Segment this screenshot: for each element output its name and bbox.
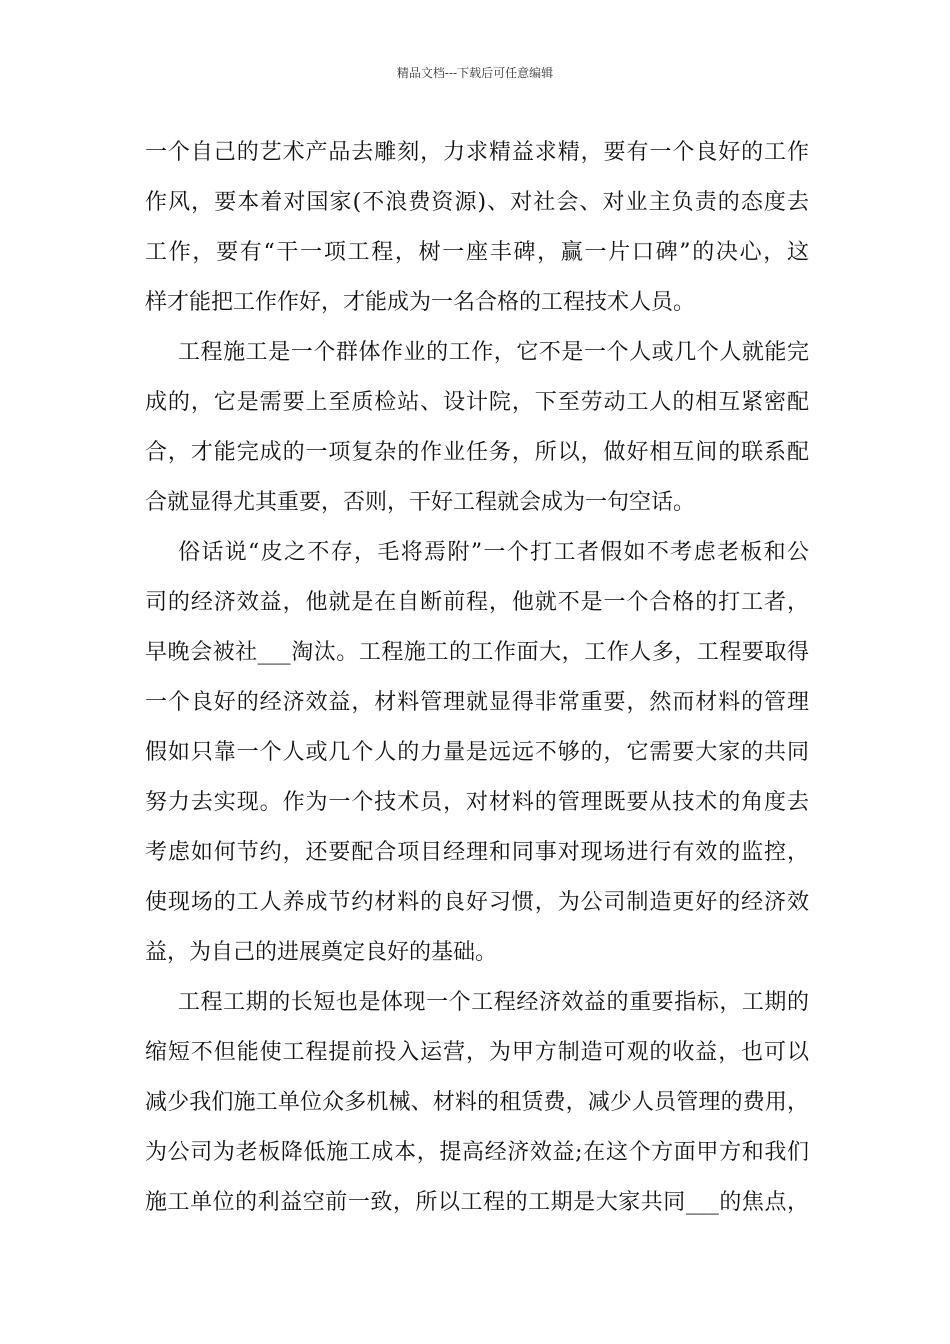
text-line: 减少我们施工单位众多机械、材料的租赁费，减少人员管理的费用，	[145, 1090, 809, 1115]
text-line: 工程工期的长短也是体现一个工程经济效益的重要指标，工期的	[178, 990, 809, 1015]
text-line: 合，才能完成的一项复杂的作业任务，所以，做好相互间的联系配	[145, 440, 809, 465]
text-line: 司的经济效益，他就是在自断前程，他就不是一个合格的打工者，	[145, 590, 809, 615]
text-line: 工作，要有“干一项工程，树一座丰碑，赢一片口碑”的决心，这	[145, 240, 809, 265]
text-line: 合就显得尤其重要，否则，干好工程就会成为一句空话。	[145, 490, 696, 515]
text-line: 早晚会被社___淘汰。工程施工的工作面大，工作人多，工程要取得	[145, 640, 809, 665]
text-line: 假如只靠一个人或几个人的力量是远远不够的，它需要大家的共同	[145, 740, 809, 765]
text-line: 为公司为老板降低施工成本，提高经济效益;在这个方面甲方和我们	[145, 1140, 809, 1165]
text-line: 工程施工是一个群体作业的工作，它不是一个人或几个人就能完	[178, 340, 809, 365]
paragraph	[145, 978, 809, 1228]
text-line: 益，为自己的进展奠定良好的基础。	[145, 940, 498, 965]
text-line: 样才能把工作作好，才能成为一名合格的工程技术人员。	[145, 290, 696, 315]
text-line: 施工单位的利益空前一致，所以工程的工期是大家共同___的焦点，	[145, 1190, 809, 1215]
paragraph	[145, 528, 809, 978]
text-line: 努力去实现。作为一个技术员，对材料的管理既要从技术的角度去	[145, 790, 809, 815]
text-line: 俗话说“皮之不存，毛将焉附”一个打工者假如不考虑老板和公	[178, 540, 809, 565]
text-line: 一个良好的经济效益，材料管理就显得非常重要，然而材料的管理	[145, 690, 809, 715]
text-line: 作风，要本着对国家(不浪费资源)、对社会、对业主负责的态度去	[145, 190, 809, 215]
text-line: 一个自己的艺术产品去雕刻，力求精益求精，要有一个良好的工作	[145, 140, 809, 165]
text-line: 缩短不但能使工程提前投入运营，为甲方制造可观的收益，也可以	[145, 1040, 809, 1065]
document-body	[145, 128, 809, 1228]
page-header: 精品文档---下载后可任意编辑	[396, 66, 554, 80]
text-line: 考虑如何节约，还要配合项目经理和同事对现场进行有效的监控，	[145, 840, 809, 865]
paragraph	[145, 128, 809, 328]
paragraph	[145, 328, 809, 528]
text-line: 使现场的工人养成节约材料的良好习惯，为公司制造更好的经济效	[145, 890, 809, 915]
text-line: 成的，它是需要上至质检站、设计院，下至劳动工人的相互紧密配	[145, 390, 809, 415]
